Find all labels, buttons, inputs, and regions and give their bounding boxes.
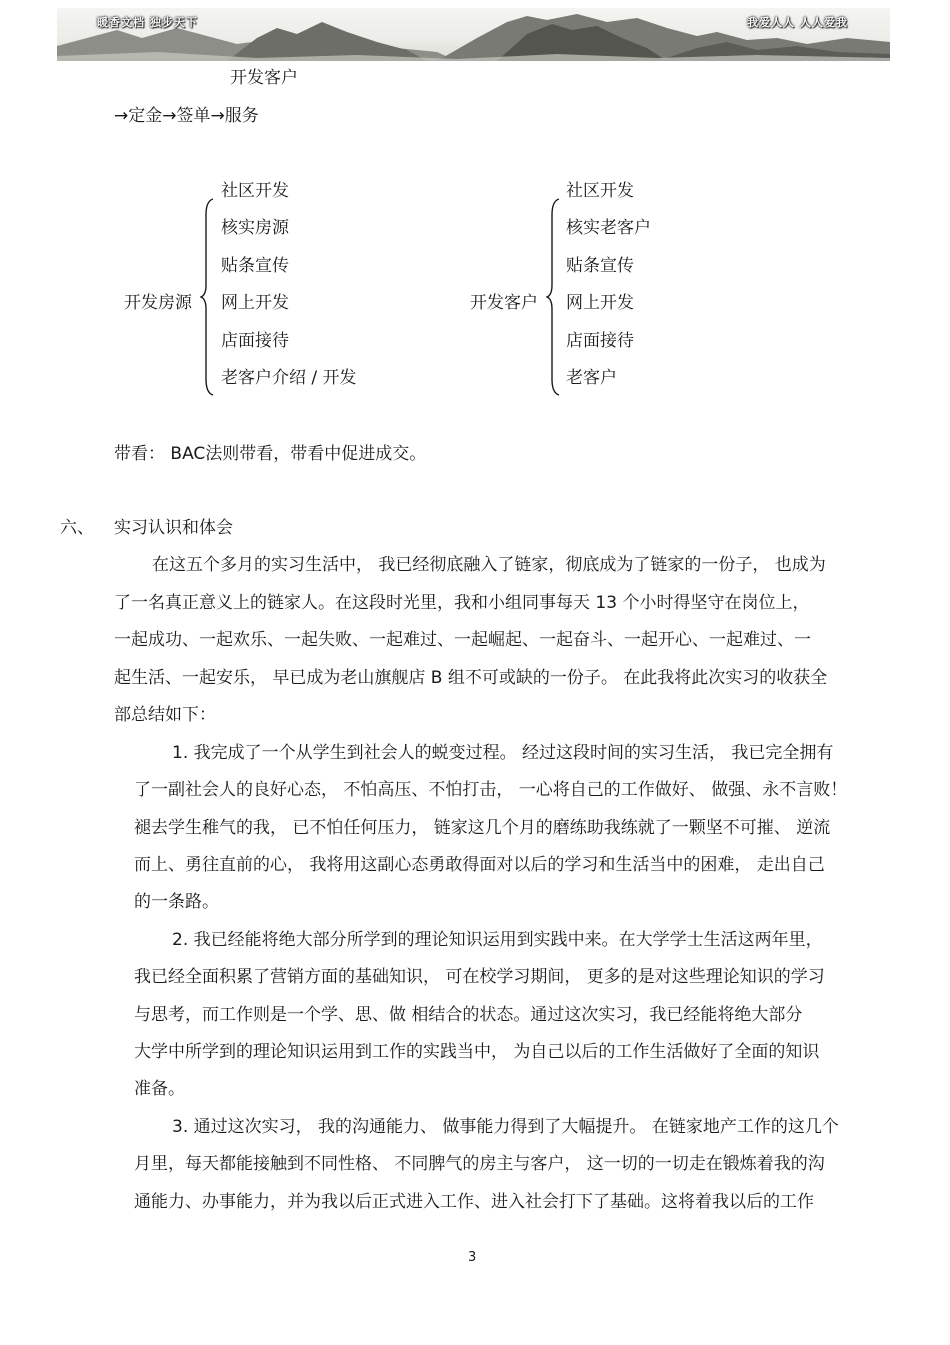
paragraph-line: 准备。 [134, 1079, 185, 1099]
paragraph-line: 了一名真正意义上的链家人。在这段时光里，我和小组同事每天 13 个小时得坚守在岗位上， [114, 593, 810, 613]
paragraph-line: 部总结如下： [114, 705, 216, 725]
banner-left-text: 暖香文档 独步天下 [97, 16, 198, 29]
paragraph-line: 1. 我完成了一个从学生到社会人的蜕变过程。 经过这段时间的实习生活， 我已完全拥有 [172, 743, 834, 763]
customers-label: 开发客户 [470, 293, 538, 313]
customers-item: 贴条宣传 [566, 256, 634, 276]
sources-item: 核实房源 [221, 218, 289, 238]
paragraph-line: 与思考，而工作则是一个学、思、做 相结合的状态。通过这次实习，我已经能将绝大部分 [134, 1005, 803, 1025]
paragraph-line: 了一副社会人的良好心态， 不怕高压、不怕打击， 一心将自己的工作做好、 做强、永不言败！ [134, 780, 848, 800]
paragraph-line: 3. 通过这次实习， 我的沟通能力、 做事能力得到了大幅提升。 在链家地产工作的这几个 [172, 1117, 839, 1137]
paragraph-line: 月里，每天都能接触到不同性格、 不同脾气的房主与客户， 这一切的一切走在锻炼着我的沟 [134, 1154, 825, 1174]
flow-line-1: 开发客户 [230, 68, 298, 88]
paragraph-line: 大学中所学到的理论知识运用到工作的实践当中， 为自己以后的工作生活做好了全面的知识 [134, 1042, 820, 1062]
paragraph-line: 褪去学生稚气的我， 已不怕任何压力， 链家这几个月的磨练助我练就了一颗坚不可摧、 逆流 [134, 818, 831, 838]
section-number: 六、 [60, 518, 94, 538]
sources-item: 贴条宣传 [221, 256, 289, 276]
paragraph-line: 2. 我已经能将绝大部分所学到的理论知识运用到实践中来。在大学学士生活这两年里， [172, 930, 823, 950]
right-group-brace-icon [546, 197, 562, 397]
paragraph-line: 一起成功、一起欢乐、一起失败、一起难过、一起崛起、一起奋斗、一起开心、一起难过、一 [114, 630, 811, 650]
paragraph-line: 在这五个多月的实习生活中， 我已经彻底融入了链家，彻底成为了链家的一份子， 也成为 [152, 555, 826, 575]
header-banner [57, 8, 890, 61]
paragraph-line: 起生活、一起安乐， 早已成为老山旗舰店 B 组不可或缺的一份子。 在此我将此次实习的收获全 [114, 668, 828, 688]
customers-item: 社区开发 [566, 181, 634, 201]
customers-item: 老客户 [566, 368, 617, 388]
paragraph-line: 的一条路。 [134, 892, 219, 912]
paragraph-line: 而上、勇往直前的心， 我将用这副心态勇敢得面对以后的学习和生活当中的困难， 走出自己 [134, 855, 825, 875]
section-title: 实习认识和体会 [114, 518, 233, 538]
sources-item: 网上开发 [221, 293, 289, 313]
viewing-method: 带看： BAC法则带看，带看中促进成交。 [114, 444, 427, 464]
banner-right-text: 我爱人人 人人爱我 [747, 16, 848, 29]
sources-label: 开发房源 [124, 293, 192, 313]
sources-item: 社区开发 [221, 181, 289, 201]
paragraph-line: 我已经全面积累了营销方面的基础知识， 可在校学习期间， 更多的是对这些理论知识的学习 [134, 967, 825, 987]
paragraph-line: 通能力、办事能力，并为我以后正式进入工作、进入社会打下了基础。这将着我以后的工作 [134, 1192, 814, 1212]
customers-item: 店面接待 [566, 331, 634, 351]
sources-item: 店面接待 [221, 331, 289, 351]
left-brace-icon [200, 197, 216, 397]
customers-item: 网上开发 [566, 293, 634, 313]
customers-item: 核实老客户 [566, 218, 651, 238]
page-number: 3 [468, 1250, 477, 1265]
sources-item: 老客户介绍 / 开发 [221, 368, 357, 388]
flow-line-2: →定金→签单→服务 [114, 106, 259, 126]
